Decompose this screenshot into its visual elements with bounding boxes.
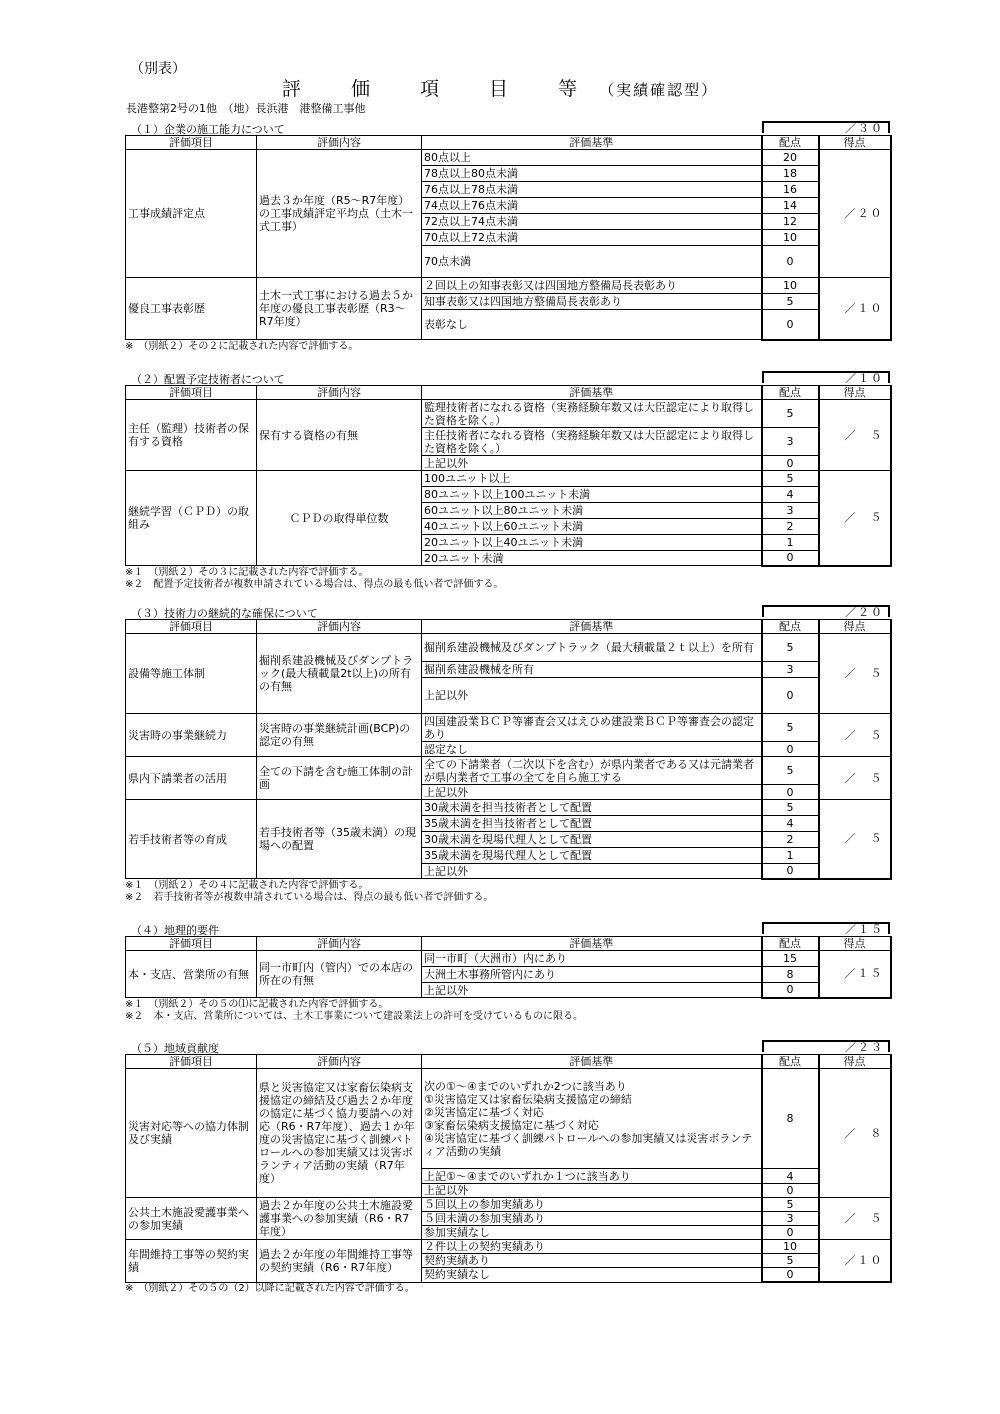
evaluation-table	[125, 135, 892, 341]
criteria-cell: 上記以外	[422, 456, 762, 471]
score-cell: ／２０	[819, 150, 891, 278]
criteria-cell: 上記以外	[422, 864, 762, 879]
points-cell: 4	[762, 487, 819, 503]
criteria-cell: 知事表彰又は四国地方整備局長表彰あり	[422, 294, 762, 310]
points-cell: 16	[762, 182, 819, 198]
criteria-cell: 74点以上76点未満	[422, 198, 762, 214]
criteria-cell: 契約実績なし	[422, 1268, 762, 1283]
section-title: （３）技術力の継続的な確保について	[131, 607, 318, 620]
criteria-cell: 60ユニット以上80ユニット未満	[422, 503, 762, 519]
criteria-cell: 35歳未満を担当技術者として配置	[422, 816, 762, 832]
criteria-cell: 40ユニット以上60ユニット未満	[422, 519, 762, 535]
criteria-cell: 70点以上72点未満	[422, 230, 762, 246]
header-content: 評価内容	[257, 136, 422, 150]
header-points: 配点	[762, 937, 819, 951]
criteria-cell: 契約実績あり	[422, 1254, 762, 1268]
section-total: ／１０	[762, 371, 890, 383]
points-cell: 5	[762, 634, 819, 662]
footnote: ※２ 若手技術者等が複数申請されている場合は、得点の最も低い者で評価する。	[125, 891, 494, 903]
points-cell: 5	[762, 714, 819, 742]
score-cell: ／ ５	[819, 634, 891, 714]
criteria-cell: 20ユニット以上40ユニット未満	[422, 535, 762, 551]
points-cell: 5	[762, 1254, 819, 1268]
document-meta: 長港整第2号の1他 （地）長浜港 港整備工事他	[126, 102, 366, 115]
header-score: 得点	[819, 136, 891, 150]
section-4	[125, 922, 890, 1023]
criteria-cell: 掘削系建設機械及びダンプトラック（最大積載量２ｔ以上）を所有	[422, 634, 762, 662]
points-cell: 0	[762, 310, 819, 340]
points-cell: 4	[762, 1169, 819, 1184]
row-item: 災害時の事業継続力	[126, 714, 257, 757]
criteria-cell: 30歳未満を現場代理人として配置	[422, 832, 762, 848]
points-cell: 5	[762, 757, 819, 785]
row-item: 優良工事表彰歴	[126, 278, 257, 340]
criteria-cell: 100ユニット以上	[422, 471, 762, 487]
criteria-cell: 次の①～④までのいずれか2つに該当あり ①災害協定又は家畜伝染病支援協定の締結 ②災害協定に基づく対応 ③家畜伝染病支援協定に基づく対応 ④災害協定に基づく訓練パトロールへの参加実績又は災害ボランティア活動の実績	[422, 1069, 762, 1169]
row-content: 同一市町内（管内）での本店の所在の有無	[257, 951, 422, 998]
score-cell: ／ ５	[819, 800, 891, 879]
section-3	[125, 605, 890, 904]
row-item: 県内下請業者の活用	[126, 757, 257, 800]
criteria-cell: 上記以外	[422, 678, 762, 714]
section-total: ／１５	[762, 922, 890, 934]
points-cell: 14	[762, 198, 819, 214]
criteria-cell: 同一市町（大洲市）内にあり	[422, 951, 762, 967]
row-item: 主任（監理）技術者の保有する資格	[126, 400, 257, 471]
points-cell: 10	[762, 230, 819, 246]
header-item: 評価項目	[126, 1055, 257, 1069]
points-cell: 0	[762, 551, 819, 566]
score-cell: ／ ５	[819, 1198, 891, 1240]
section-title: （１）企業の施工能力について	[131, 123, 285, 136]
criteria-cell: 80ユニット以上100ユニット未満	[422, 487, 762, 503]
header-points: 配点	[762, 136, 819, 150]
criteria-cell: 上記以外	[422, 1184, 762, 1198]
header-item: 評価項目	[126, 386, 257, 400]
header-item: 評価項目	[126, 937, 257, 951]
criteria-cell: 監理技術者になれる資格（実務経験年数又は大臣認定により取得した資格を除く。）	[422, 400, 762, 428]
row-content: 掘削系建設機械及びダンプトラック(最大積載量2t以上)の所有の有無	[257, 634, 422, 714]
header-content: 評価内容	[257, 937, 422, 951]
row-item: 工事成績評定点	[126, 150, 257, 278]
header-points: 配点	[762, 1055, 819, 1069]
criteria-cell: 参加実績なし	[422, 1226, 762, 1240]
section-total: ／２０	[762, 605, 890, 617]
header-points: 配点	[762, 386, 819, 400]
score-cell: ／ ５	[819, 714, 891, 757]
section-title: （４）地理的要件	[131, 924, 219, 937]
points-cell: 5	[762, 471, 819, 487]
points-cell: 0	[762, 1226, 819, 1240]
footnote: ※２ 本・支店、営業所については、土木工事業について建設業法上の許可を受けているものに限る。	[125, 1010, 583, 1022]
row-item: 本・支店、営業所の有無	[126, 951, 257, 998]
points-cell: 3	[762, 503, 819, 519]
score-cell: ／ ８	[819, 1069, 891, 1198]
criteria-cell: 72点以上74点未満	[422, 214, 762, 230]
points-cell: 0	[762, 456, 819, 471]
points-cell: 0	[762, 1184, 819, 1198]
score-cell: ／ ５	[819, 471, 891, 566]
header-score: 得点	[819, 937, 891, 951]
points-cell: 8	[762, 967, 819, 983]
section-title: （２）配置予定技術者について	[131, 373, 285, 386]
points-cell: 3	[762, 428, 819, 456]
evaluation-table	[125, 385, 892, 567]
criteria-cell: 認定なし	[422, 742, 762, 757]
header-item: 評価項目	[126, 620, 257, 634]
criteria-cell: 70点未満	[422, 246, 762, 278]
points-cell: 5	[762, 400, 819, 428]
criteria-cell: 上記①～④までのいずれか１つに該当あり	[422, 1169, 762, 1184]
criteria-cell: 35歳未満を現場代理人として配置	[422, 848, 762, 864]
points-cell: 1	[762, 848, 819, 864]
criteria-cell: ５回以上の参加実績あり	[422, 1198, 762, 1212]
points-cell: 0	[762, 1268, 819, 1283]
section-5	[125, 1040, 890, 1295]
criteria-cell: 主任技術者になれる資格（実務経験年数又は大臣認定により取得した資格を除く。）	[422, 428, 762, 456]
evaluation-table	[125, 936, 892, 999]
criteria-cell: 76点以上78点未満	[422, 182, 762, 198]
header-points: 配点	[762, 620, 819, 634]
row-item: 継続学習（ＣＰＤ）の取組み	[126, 471, 257, 566]
points-cell: 0	[762, 246, 819, 278]
criteria-cell: ２回以上の知事表彰又は四国地方整備局長表彰あり	[422, 278, 762, 294]
points-cell: 0	[762, 864, 819, 879]
points-cell: 5	[762, 294, 819, 310]
header-item: 評価項目	[126, 136, 257, 150]
points-cell: 4	[762, 816, 819, 832]
points-cell: 2	[762, 519, 819, 535]
points-cell: 12	[762, 214, 819, 230]
footnote: ※１ （別紙２）その３に記載された内容で評価する。	[125, 566, 369, 578]
points-cell: 8	[762, 1069, 819, 1169]
header-criteria: 評価基準	[422, 386, 762, 400]
points-cell: 0	[762, 983, 819, 998]
points-cell: 3	[762, 662, 819, 678]
row-content: ＣＰＤの取得単位数	[257, 471, 422, 566]
points-cell: 10	[762, 278, 819, 294]
header-criteria: 評価基準	[422, 937, 762, 951]
points-cell: 0	[762, 742, 819, 757]
title-main: 評 価 項 目 等	[281, 78, 600, 100]
footnote: ※１ （別紙２）その５の⑴に記載された内容で評価する。	[125, 998, 389, 1010]
criteria-cell: 掘削系建設機械を所有	[422, 662, 762, 678]
row-content: 県と災害協定又は家畜伝染病支援協定の締結及び過去２か年度の協定に基づく協力要請への対応（R6・R7年度）、過去１か年度の災害協定に基づく訓練パトロールへの参加実績又は災害ボランティア活動の実績（R7年度）	[257, 1069, 422, 1198]
header-content: 評価内容	[257, 1055, 422, 1069]
row-content: 災害時の事業継続計画(BCP)の認定の有無	[257, 714, 422, 757]
points-cell: 1	[762, 535, 819, 551]
score-cell: ／ ５	[819, 400, 891, 471]
footnote: ※２ 配置予定技術者が複数申請されている場合は、得点の最も低い者で評価する。	[125, 578, 504, 590]
criteria-cell: 20ユニット未満	[422, 551, 762, 566]
section-1	[125, 121, 890, 353]
header-criteria: 評価基準	[422, 620, 762, 634]
points-cell: 10	[762, 1240, 819, 1254]
criteria-cell: ２件以上の契約実績あり	[422, 1240, 762, 1254]
footnote: ※１ （別紙２）その４に記載された内容で評価する。	[125, 879, 369, 891]
row-content: 若手技術者等（35歳未満）の現場への配置	[257, 800, 422, 879]
score-cell: ／１０	[819, 278, 891, 340]
criteria-cell: 四国建設業ＢＣＰ等審査会又はえひめ建設業ＢＣＰ等審査会の認定あり	[422, 714, 762, 742]
row-content: 過去２か年度の年間維持工事等の契約実績（R6・R7年度）	[257, 1240, 422, 1283]
header-score: 得点	[819, 620, 891, 634]
section-total: ／２３	[762, 1040, 890, 1052]
criteria-cell: 80点以上	[422, 150, 762, 166]
row-item: 若手技術者等の育成	[126, 800, 257, 879]
points-cell: 0	[762, 678, 819, 714]
row-item: 設備等施工体制	[126, 634, 257, 714]
criteria-cell: 大洲土木事務所管内にあり	[422, 967, 762, 983]
header-criteria: 評価基準	[422, 136, 762, 150]
page-title	[0, 74, 1000, 101]
criteria-cell: 30歳未満を担当技術者として配置	[422, 800, 762, 816]
row-item: 年間維持工事等の契約実績	[126, 1240, 257, 1283]
points-cell: 18	[762, 166, 819, 182]
criteria-cell: 全ての下請業者（二次以下を含む）が県内業者である又は元請業者が県内業者で工事の全てを自ら施工する	[422, 757, 762, 785]
score-cell: ／ ５	[819, 757, 891, 800]
header-content: 評価内容	[257, 386, 422, 400]
title-sub: （実績確認型）	[599, 81, 719, 99]
row-item: 公共土木施設愛護事業への参加実績	[126, 1198, 257, 1240]
score-cell: ／１０	[819, 1240, 891, 1283]
evaluation-table	[125, 1054, 892, 1283]
criteria-cell: 上記以外	[422, 983, 762, 998]
points-cell: 20	[762, 150, 819, 166]
points-cell: 0	[762, 785, 819, 800]
points-cell: 2	[762, 832, 819, 848]
section-2	[125, 371, 890, 591]
row-content: 保有する資格の有無	[257, 400, 422, 471]
section-title: （５）地域貢献度	[131, 1042, 219, 1055]
points-cell: 5	[762, 1198, 819, 1212]
score-cell: ／１５	[819, 951, 891, 998]
criteria-cell: 上記以外	[422, 785, 762, 800]
header-score: 得点	[819, 1055, 891, 1069]
row-item: 災害対応等への協力体制及び実績	[126, 1069, 257, 1198]
footnote: ※ （別紙２）その２に記載された内容で評価する。	[125, 340, 359, 352]
header-score: 得点	[819, 386, 891, 400]
row-content: 過去３か年度（R5～R7年度）の工事成績評定平均点（土木一式工事）	[257, 150, 422, 278]
header-criteria: 評価基準	[422, 1055, 762, 1069]
annex-label: （別表）	[130, 61, 186, 77]
row-content: 全ての下請を含む施工体制の計画	[257, 757, 422, 800]
points-cell: 5	[762, 800, 819, 816]
row-content: 土木一式工事における過去５か年度の優良工事表彰歴（R3～R7年度）	[257, 278, 422, 340]
header-content: 評価内容	[257, 620, 422, 634]
section-total: ／３０	[762, 121, 890, 133]
footnote: ※ （別紙２）その５の（2）以降に記載された内容で評価する。	[125, 1283, 415, 1294]
row-content: 過去２か年度の公共土木施設愛護事業への参加実績（R6・R7年度）	[257, 1198, 422, 1240]
criteria-cell: ５回未満の参加実績あり	[422, 1212, 762, 1226]
criteria-cell: 表彰なし	[422, 310, 762, 340]
points-cell: 15	[762, 951, 819, 967]
criteria-cell: 78点以上80点未満	[422, 166, 762, 182]
evaluation-table	[125, 619, 892, 880]
points-cell: 3	[762, 1212, 819, 1226]
